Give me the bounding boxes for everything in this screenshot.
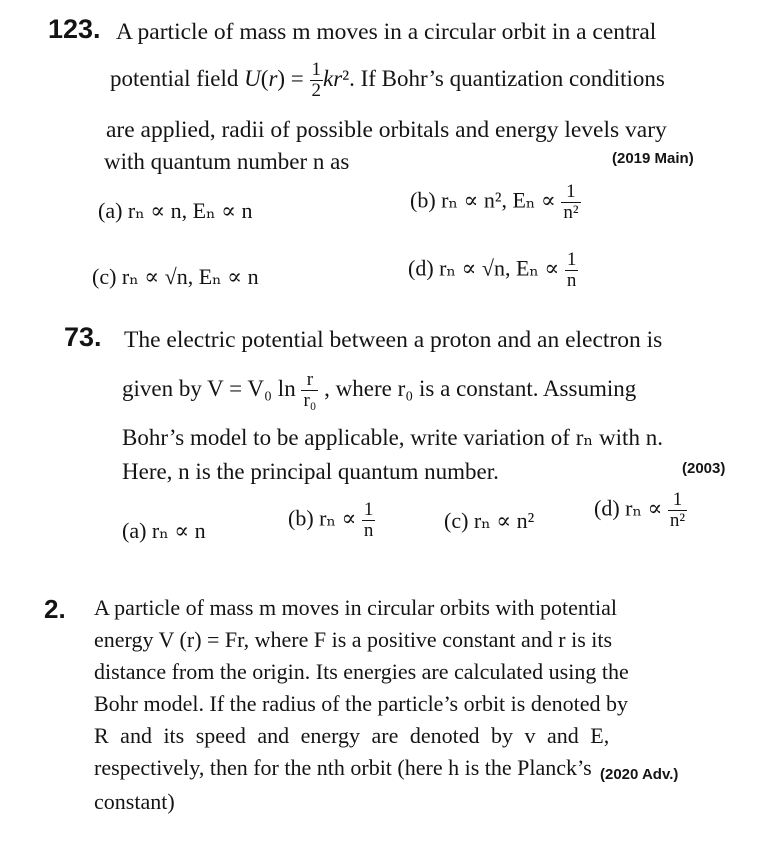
fraction-1-over-n-squared-d: $\frac{1}{\text{n²}}$ (669, 489, 686, 531)
q123-option-a[interactable]: (a) rₙ ∝ n, Eₙ ∝ n (98, 198, 253, 223)
q123-option-b-text: (b) rₙ ∝ n², Eₙ ∝ (410, 187, 556, 213)
q2-line2: energy V (r) = Fr, where F is a positive constant and r is its (94, 627, 613, 652)
q2-year-tag: (2020 Adv.) (600, 766, 679, 783)
q73-line1: The electric potential between a proton and an electron is (124, 327, 663, 353)
question-number-123: 123. (48, 14, 101, 44)
q2-line1: A particle of mass m moves in circular orbits with potential (94, 595, 617, 620)
fraction-1-over-n-b: $\frac{1}{n}$ (363, 499, 374, 541)
q123-line4: with quantum number n as (104, 149, 350, 174)
q73-option-a[interactable]: (a) rₙ ∝ n (122, 518, 206, 543)
fraction-1-over-n-squared: $\frac{1}{\text{n²}}$ (563, 181, 579, 223)
q123-line2-pre: potential field (110, 65, 239, 91)
q73-option-b-text: (b) rₙ ∝ (288, 505, 357, 531)
q73-line2 (122, 370, 636, 411)
fraction-1-over-n: $\frac{1}{n}$ (566, 249, 577, 291)
q73-line2-post: , where r₀ is a constant. Assuming (324, 375, 637, 401)
q73-option-b[interactable] (288, 500, 375, 541)
q73-year-tag: (2003) (682, 460, 726, 477)
q123-option-c[interactable]: (c) rₙ ∝ √n, Eₙ ∝ n (92, 264, 259, 289)
q2-line7: constant) (94, 789, 175, 814)
q2-line4: Bohr model. If the radius of the particle’s orbit is denoted by (94, 691, 628, 716)
q73-line3: Bohr’s model to be applicable, write variation of rₙ with n. (122, 425, 663, 450)
q73-line4: Here, n is the principal quantum number. (122, 459, 499, 484)
q73-option-c[interactable]: (c) rₙ ∝ n² (444, 508, 535, 533)
question-number-2: 2. (44, 594, 66, 624)
q2-line6: respectively, then for the nth orbit (here h is the Planck’s (94, 755, 592, 780)
q123-line1: A particle of mass m moves in a circular orbit in a central (116, 19, 657, 45)
q73-line2-pre: given by V = V₀ ln (122, 375, 296, 401)
q123-year-tag: (2019 Main) (612, 150, 694, 167)
q73-option-d[interactable] (594, 490, 687, 531)
fraction-r-over-r0: $\frac{r}{\text{r₀}}$ (303, 369, 317, 411)
question-number-73: 73. (64, 322, 102, 352)
q123-option-d-text: (d) rₙ ∝ √n, Eₙ ∝ (408, 255, 560, 281)
potential-formula: U(r) = $\frac{1}{2}$ kr² (244, 59, 350, 101)
q123-line2-post: . If Bohr’s quantization conditions (349, 65, 665, 91)
q123-line2 (110, 60, 665, 101)
q123-option-b[interactable] (410, 182, 581, 223)
q2-line5: R and its speed and energy are denoted by v and E, (94, 723, 610, 748)
q123-option-d[interactable] (408, 250, 578, 291)
q123-line3: are applied, radii of possible orbitals and energy levels vary (106, 117, 667, 143)
q73-option-d-text: (d) rₙ ∝ (594, 495, 663, 521)
q2-line3: distance from the origin. Its energies are calculated using the (94, 659, 629, 684)
